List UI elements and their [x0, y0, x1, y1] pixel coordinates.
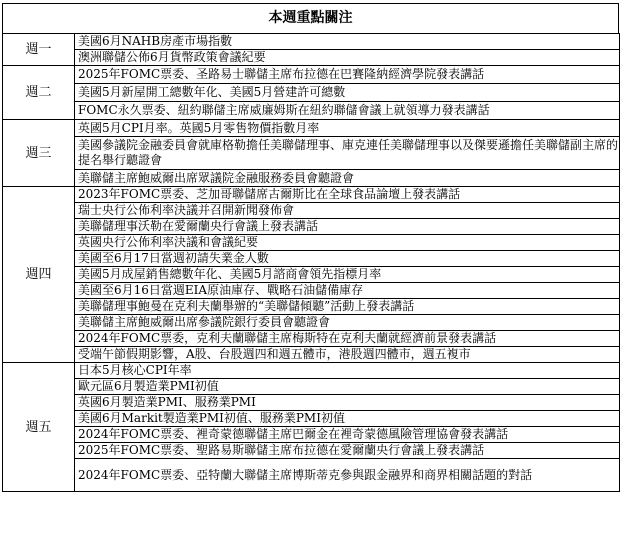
table-row: [3, 427, 620, 443]
table-row: [3, 203, 620, 219]
table-row: [3, 395, 620, 411]
event-item: 英國央行公佈利率決議和會議紀要: [75, 235, 620, 251]
day-label: 週四: [3, 187, 75, 363]
event-item: 英國5月CPI月率。英國5月零售物價指數月率: [75, 120, 620, 137]
table-row: [3, 170, 620, 187]
event-item: 美國6月NAHB房產市場指數: [75, 34, 620, 50]
event-item: 2024年FOMC票委、亞特蘭大聯儲主席博斯蒂克參與跟金融界和商界相關話題的對話: [75, 459, 620, 492]
day-label: 週五: [3, 363, 75, 492]
event-item: 美國5月成屋銷售總數年化、美國5月諮商會領先指標月率: [75, 267, 620, 283]
day-label: 週一: [3, 34, 75, 66]
event-item: 2024年FOMC票委，克利夫蘭聯儲主席梅斯特在克利夫蘭就經濟前景發表講話: [75, 331, 620, 347]
event-item: 美聯儲理事沃勒在愛爾蘭央行會議上發表講話: [75, 219, 620, 235]
table-row: [3, 347, 620, 363]
weekly-focus-sheet: [2, 3, 619, 492]
table-row: [3, 379, 620, 395]
event-item: FOMC永久票委、紐約聯儲主席威廉姆斯在紐約聯儲會議上就領導力發表講話: [75, 102, 620, 120]
day-label: 週三: [3, 120, 75, 187]
event-item: 澳洲聯儲公佈6月貨幣政策會議紀要: [75, 50, 620, 66]
table-row: [3, 459, 620, 492]
schedule-table: [2, 33, 620, 492]
event-item: 美國至6月16日當週EIA原油庫存、戰略石油儲備庫存: [75, 283, 620, 299]
table-row: [3, 66, 620, 84]
event-item: 歐元區6月製造業PMI初值: [75, 379, 620, 395]
table-row: [3, 84, 620, 102]
table-row: [3, 120, 620, 137]
table-row: [3, 251, 620, 267]
table-row: [3, 267, 620, 283]
event-item: 2023年FOMC票委、芝加哥聯儲席古爾斯比在全球食品論壇上發表講話: [75, 187, 620, 203]
event-item: 美聯儲主席鮑威爾出席參議院銀行委員會聽證會: [75, 315, 620, 331]
table-row: [3, 219, 620, 235]
event-item: 美國參議院金融委員會就庫格勒擔任美聯儲理事、庫克連任美聯儲理事以及傑要遜擔任美聯儲副主席的提名舉行聽證會: [75, 137, 620, 170]
event-item: 英國6月製造業PMI、服務業PMI: [75, 395, 620, 411]
schedule-body: [3, 34, 620, 492]
event-item: 美國至6月17日當週初請失業金人數: [75, 251, 620, 267]
table-row: [3, 331, 620, 347]
event-item: 日本5月核心CPI年率: [75, 363, 620, 379]
table-row: [3, 50, 620, 66]
event-item: 2025年FOMC票委、聖路易斯聯儲主席布拉德在愛爾蘭央行會議上發表講話: [75, 443, 620, 459]
event-item: 受端午節假期影響，A股、台股週四和週五體市，港股週四體市，週五複市: [75, 347, 620, 363]
table-row: [3, 137, 620, 170]
table-row: [3, 283, 620, 299]
table-row: [3, 411, 620, 427]
table-row: [3, 315, 620, 331]
event-item: 2025年FOMC票委、圣路易士聯儲主席布拉德在巴賽隆納經濟學院發表講話: [75, 66, 620, 84]
sheet-title: 本週重點關注: [2, 3, 619, 33]
event-item: 美聯儲主席鮑威爾出席眾議院金融服務委員會聽證會: [75, 170, 620, 187]
table-row: [3, 235, 620, 251]
table-row: [3, 443, 620, 459]
event-item: 美聯儲理事鮑曼在克利夫蘭舉辦的“美聯儲傾聽”活動上發表講話: [75, 299, 620, 315]
event-item: 美國5月新屋開工總數年化、美國5月營建許可總數: [75, 84, 620, 102]
event-item: 美國6月Markit製造業PMI初值、服務業PMI初值: [75, 411, 620, 427]
event-item: 2024年FOMC票委、裡奇蒙德聯儲主席巴爾金在裡奇蒙德風險管理協會發表講話: [75, 427, 620, 443]
table-row: [3, 187, 620, 203]
event-item: 瑞士央行公佈利率決議并召開新聞發佈會: [75, 203, 620, 219]
table-row: [3, 363, 620, 379]
table-row: [3, 102, 620, 120]
table-row: [3, 34, 620, 50]
table-row: [3, 299, 620, 315]
day-label: 週二: [3, 66, 75, 120]
